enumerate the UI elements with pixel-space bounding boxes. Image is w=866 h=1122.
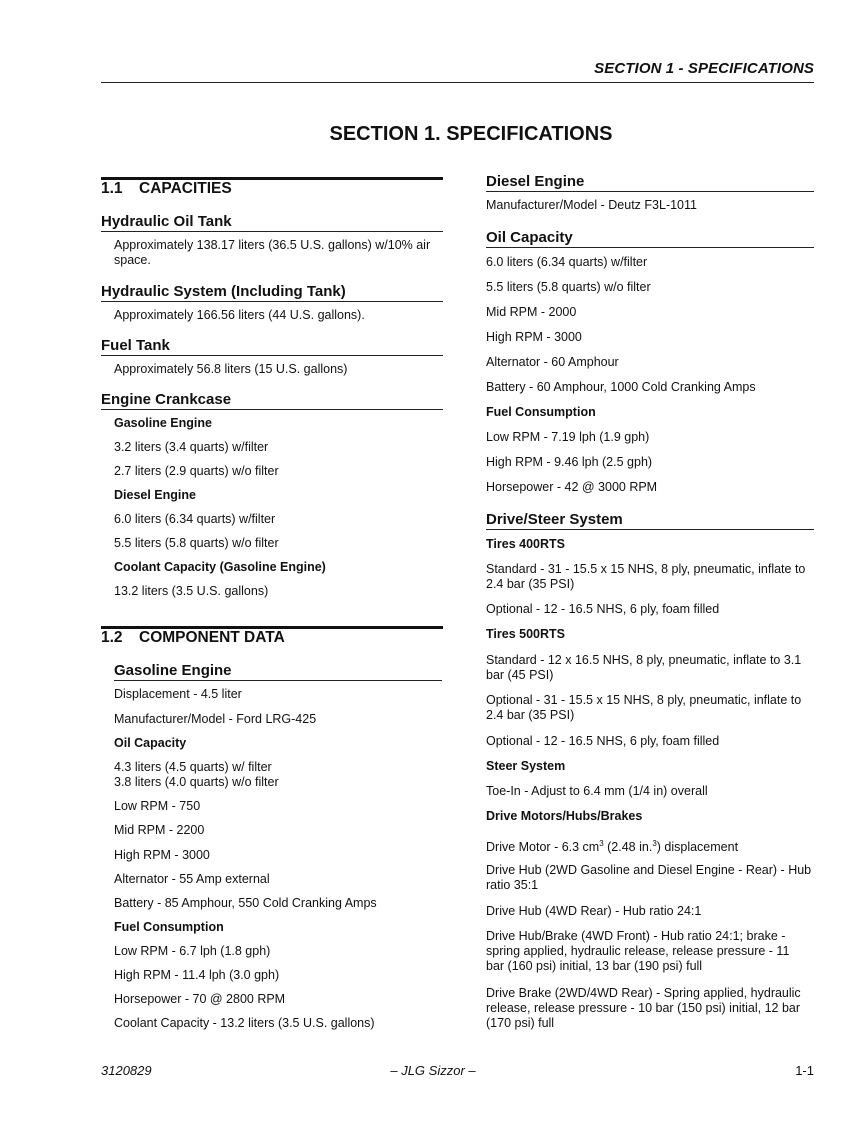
gasoline-engine-subheading: Gasoline Engine — [114, 416, 212, 430]
oil-with-filter-text: 6.0 liters (6.34 quarts) w/filter — [486, 255, 648, 269]
low-rpm-text: Low RPM - 750 — [114, 799, 201, 813]
mid-rpm-text: Mid RPM - 2000 — [486, 305, 577, 319]
text-line: Optional - 31 - 15.5 x 15 NHS, 8 ply, pneumatic, inflate to — [486, 693, 802, 707]
drive-motors-subheading: Drive Motors/Hubs/Brakes — [486, 809, 643, 823]
high-rpm-text: High RPM - 3000 — [114, 848, 210, 862]
text-line: Standard - 31 - 15.5 x 15 NHS, 8 ply, pneumatic, inflate to — [486, 562, 806, 576]
tires-500-optional-foam-text: Optional - 12 - 16.5 NHS, 6 ply, foam filled — [486, 734, 720, 748]
text-line: 4.3 liters (4.5 quarts) w/ filter — [114, 760, 272, 774]
horsepower-text: Horsepower - 42 @ 3000 RPM — [486, 480, 658, 494]
fuel-high-rpm-text: High RPM - 11.4 lph (3.0 gph) — [114, 968, 280, 982]
page-number: 1-1 — [795, 1063, 814, 1078]
high-rpm-text: High RPM - 3000 — [486, 330, 582, 344]
gasoline-crankcase-without-filter: 2.7 liters (2.9 quarts) w/o filter — [114, 464, 279, 478]
text-line: bar (160 psi) initial, 13 bar (190 psi) full — [486, 959, 703, 973]
tires-400rts-subheading: Tires 400RTS — [486, 537, 565, 551]
oil-capacity-subheading: Oil Capacity — [114, 736, 187, 750]
fuel-high-rpm-text: High RPM - 9.46 lph (2.5 gph) — [486, 455, 653, 469]
section-number: 1.2 — [101, 629, 123, 646]
engine-crankcase-heading: Engine Crankcase — [101, 391, 443, 410]
drive-steer-heading: Drive/Steer System — [486, 511, 814, 530]
steer-system-subheading: Steer System — [486, 759, 566, 773]
tires-400-standard-text — [486, 562, 805, 592]
gasoline-crankcase-with-filter: 3.2 liters (3.4 quarts) w/filter — [114, 440, 269, 454]
text-line: 3.8 liters (4.0 quarts) w/o filter — [114, 775, 279, 789]
alternator-text: Alternator - 55 Amp external — [114, 872, 270, 886]
text-line: 2.4 bar (35 PSI) — [486, 577, 575, 591]
text-line: Drive Hub/Brake (4WD Front) - Hub ratio 24:1; brake - — [486, 929, 786, 943]
diesel-engine-heading: Diesel Engine — [486, 173, 814, 192]
text-line: 2.4 bar (35 PSI) — [486, 708, 575, 722]
hydraulic-system-heading: Hydraulic System (Including Tank) — [101, 283, 443, 302]
diesel-engine-subheading: Diesel Engine — [114, 488, 196, 502]
alternator-text: Alternator - 60 Amphour — [486, 355, 619, 369]
coolant-capacity-text: 13.2 liters (3.5 U.S. gallons) — [114, 584, 269, 598]
drive-motor-text — [486, 836, 738, 855]
drive-hub-2wd-text — [486, 863, 811, 893]
battery-text: Battery - 85 Amphour, 550 Cold Cranking Amps — [114, 896, 377, 910]
running-head: SECTION 1 - SPECIFICATIONS — [594, 60, 814, 77]
battery-text: Battery - 60 Amphour, 1000 Cold Cranking Amps — [486, 380, 756, 394]
footer-title: – JLG Sizzor – — [390, 1063, 476, 1078]
oil-capacity-text — [114, 760, 279, 790]
coolant-text: Coolant Capacity - 13.2 liters (3.5 U.S. gallons) — [114, 1016, 375, 1030]
toe-in-text: Toe-In - Adjust to 6.4 mm (1/4 in) overall — [486, 784, 708, 798]
hydraulic-system-text: Approximately 166.56 liters (44 U.S. gallons). — [114, 308, 365, 322]
manufacturer-text: Manufacturer/Model - Ford LRG-425 — [114, 712, 317, 726]
section-title: CAPACITIES — [139, 180, 232, 197]
superscript: 3 — [599, 839, 604, 848]
text-line: space. — [114, 253, 151, 267]
hydraulic-oil-tank-text — [114, 238, 430, 268]
text-line: Approximately 138.17 liters (36.5 U.S. gallons) w/10% air — [114, 238, 431, 252]
page-title: SECTION 1. SPECIFICATIONS — [329, 123, 613, 145]
text-line: spring applied, hydraulic release, release pressure - 11 — [486, 944, 790, 958]
fuel-low-rpm-text: Low RPM - 7.19 lph (1.9 gph) — [486, 430, 650, 444]
horsepower-text: Horsepower - 70 @ 2800 RPM — [114, 992, 286, 1006]
fuel-consumption-subheading: Fuel Consumption — [486, 405, 596, 419]
oil-without-filter-text: 5.5 liters (5.8 quarts) w/o filter — [486, 280, 651, 294]
text-line: Standard - 12 x 16.5 NHS, 8 ply, pneumatic, inflate to 3.1 — [486, 653, 802, 667]
mid-rpm-text: Mid RPM - 2200 — [114, 823, 205, 837]
text-line: release, release pressure - 10 bar (150 psi) initial, 12 bar — [486, 1001, 801, 1015]
displacement-text: Displacement - 4.5 liter — [114, 687, 242, 701]
fuel-consumption-subheading: Fuel Consumption — [114, 920, 224, 934]
text-part: ) displacement — [656, 840, 739, 855]
coolant-capacity-subheading: Coolant Capacity (Gasoline Engine) — [114, 560, 326, 574]
oil-capacity-heading: Oil Capacity — [486, 229, 814, 248]
header-rule — [101, 82, 814, 83]
fuel-low-rpm-text: Low RPM - 6.7 lph (1.8 gph) — [114, 944, 271, 958]
fuel-tank-heading: Fuel Tank — [101, 337, 443, 356]
tires-400-optional-text: Optional - 12 - 16.5 NHS, 6 ply, foam filled — [486, 602, 720, 616]
fuel-tank-text: Approximately 56.8 liters (15 U.S. gallons) — [114, 362, 348, 376]
tires-500rts-subheading: Tires 500RTS — [486, 627, 565, 641]
diesel-crankcase-without-filter: 5.5 liters (5.8 quarts) w/o filter — [114, 536, 279, 550]
drive-hub-4wd-rear-text: Drive Hub (4WD Rear) - Hub ratio 24:1 — [486, 904, 702, 918]
document-number: 3120829 — [101, 1063, 152, 1078]
section-1-2-heading — [101, 626, 443, 647]
text-line: Drive Brake (2WD/4WD Rear) - Spring applied, hydraulic — [486, 986, 801, 1000]
hydraulic-oil-tank-heading: Hydraulic Oil Tank — [101, 213, 443, 232]
drive-brake-text — [486, 986, 801, 1031]
section-1-1-heading — [101, 177, 443, 198]
text-line: (170 psi) full — [486, 1016, 555, 1030]
tires-500-standard-text — [486, 653, 801, 683]
superscript: 3 — [652, 839, 657, 848]
diesel-manufacturer-text: Manufacturer/Model - Deutz F3L-1011 — [486, 198, 697, 212]
text-line: Drive Hub (2WD Gasoline and Diesel Engine - Rear) - Hub — [486, 863, 812, 877]
text-part: (2.48 in. — [603, 840, 653, 855]
text-line: ratio 35:1 — [486, 878, 539, 892]
tires-500-optional-text — [486, 693, 801, 723]
drive-hub-brake-front-text — [486, 929, 789, 974]
section-title: COMPONENT DATA — [139, 629, 285, 646]
diesel-crankcase-with-filter: 6.0 liters (6.34 quarts) w/filter — [114, 512, 276, 526]
text-part: Drive Motor - 6.3 cm — [486, 840, 600, 855]
section-number: 1.1 — [101, 180, 123, 197]
gasoline-engine-heading: Gasoline Engine — [114, 662, 442, 681]
text-line: bar (45 PSI) — [486, 668, 554, 682]
